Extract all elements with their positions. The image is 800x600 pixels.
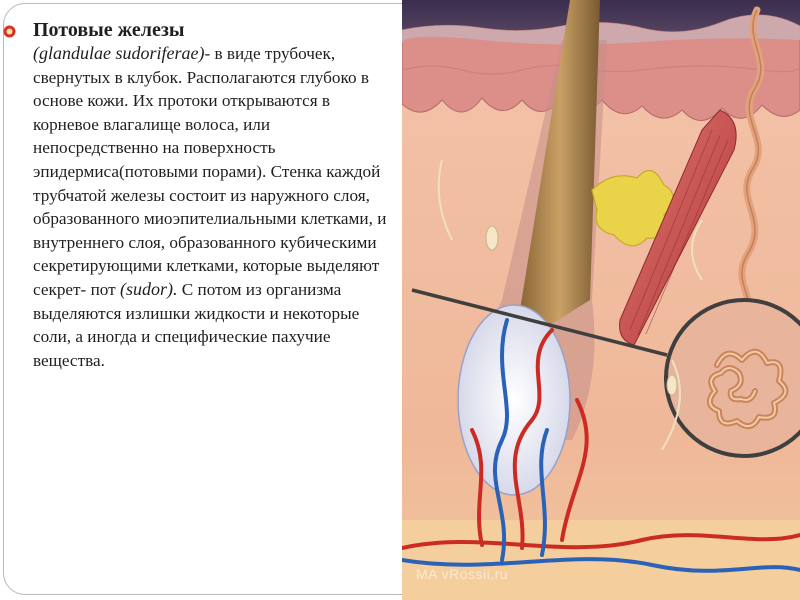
slide-heading: Потовые железы xyxy=(33,19,185,41)
slide-text xyxy=(33,18,388,372)
bullet-icon xyxy=(3,25,16,38)
nerve-corpuscle-2 xyxy=(667,375,677,395)
skin-anatomy-illustration xyxy=(402,0,800,600)
latin-term: (glandulae sudoriferae) xyxy=(33,43,205,63)
intro-suffix: - в виде xyxy=(204,44,261,63)
nerve-corpuscle xyxy=(486,226,498,250)
body-text-2: С потом из организма выделяются излишки жидкости и некоторые соли, а иногда и специфические пахучие вещества. xyxy=(33,279,360,370)
sudor-term: (sudor). xyxy=(119,278,178,299)
body-text-1: трубочек, свернутых в клубок. Располагаются глубоко в основе кожи. Их протоки открываются в корневое влагалище волоса, или непосредственно на поверхность эпидермиса(потовыми порами). Стенка каждой трубчатой железы состоит из наружного слоя, образованного миоэпителиальными клетками, и внутреннего слоя, образованного кубическими секретирующими клетками, которые выделяют секрет- пот xyxy=(33,44,387,299)
watermark: MA vRossii.ru xyxy=(416,566,509,582)
